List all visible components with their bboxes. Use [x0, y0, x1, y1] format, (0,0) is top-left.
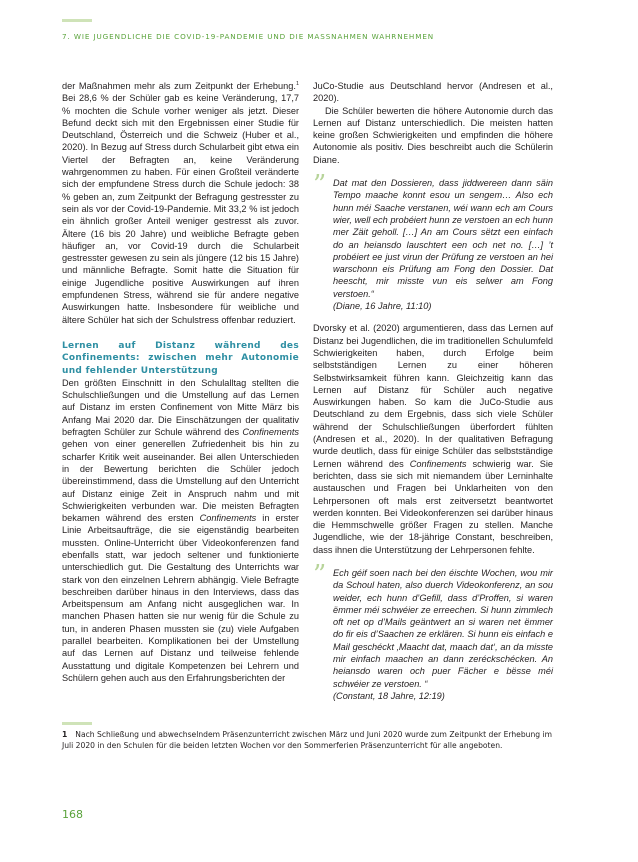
quote-text: Ech géif soen nach bei den éischte Wochen, wou mir da Schoul haten, also duerch Videokonferenz, an sou weider, ech hunn d’Gefill, dass d’Proffen, si waren ëmmer méi schwéier ze erreechen. Si hunn zimmlech oft net op d’Mails geäntwert an si waren net ëmmer do fir eis d’Saachen ze erklären. Si hunn eis einfach e Mail geschéckt ‚Maacht dat, maach dat‘, an da misste mir einfach maachen an dann zeréckschécken. An heiansdo waren och puer Fächer e bësse méi schwéier ze verstoen. “ [333, 567, 553, 689]
interview-quote [313, 559, 553, 702]
running-header: 7. WIE JUGENDLICHE DIE COVID-19-PANDEMIE UND DIE MASSNAHMEN WAHRNEHMEN [62, 32, 435, 41]
paragraph: der Maßnahmen mehr als zum Zeitpunkt der Erhebung.$^1$ Bei 28,6 % der Schüler gab es keine Veränderung, 17,7 % mochten die Schule vorher weniger als jetzt. Dieser Befund deckt sich mit den Ergebnissen einer Studie für Deutschland, Österreich und die Schweiz (Huber et al., 2020). In Bezug auf Stress durch Schularbeit gibt etwa ein Viertel der Befragten an, keine Veränderung wahrgenommen zu haben. Für einen Großteil veränderte sich der empfundene Stress durch die Schule jedoch: 38 % geben an, zum Zeitpunkt der Befragung gestresster zu sein als vor der Covid-19-Pandemie. Mit 33,2 % ist jedoch ein ähnlich großer Anteil weniger gestresst als zuvor. Ältere (16 bis 20 Jahre) und weibliche Befragte geben häufiger an, vor Covid-19 durch die Schularbeit gestresster gewesen zu sein als jüngere (12 bis 15 Jahre) und männliche Befragte. Somit hatte die Situation für einige Jugendliche positive Auswirkungen auf ihren empfundenen Stress, während sie für andere negative Auswirkungen hatte. Insbesondere für weibliche und ältere Schüler hat sich der Schulstress offenbar reduziert. [62, 80, 299, 325]
interview-quote [313, 170, 553, 312]
paragraph: Den größten Einschnitt in den Schulalltag stellten die Schulschließungen und die Umstellung auf das Lernen auf Distanz im ersten Confinement von Mitte März bis Anfang Mai 2020 dar. Die Einschätzungen der qualitativ befragten Schüler zur Schule während des Confinements gehen von einer generellen Zufriedenheit bis hin zu scharfer Kritik weit auseinander. Bei allen Unterschieden in der Bewertung berichten die Schüler jedoch übereinstimmend, dass die Umstellung auf den Unterricht auf Distanz einige Zeit in Anspruch nahm und mit Schwierigkeiten verbunden war. Die meisten Befragten bekamen während des ersten Confinements in erster Linie Arbeitsaufträge, die sie eigenständig bearbeiten mussten. Online-Unterricht über Videokonferenzen fand ebenfalls statt, war jedoch seltener und funktionierte unterschiedlich gut. Die Gestaltung des Unterrichts war stark von den einzelnen Lehrern abhängig. Viele Befragte beschreiben darüber hinaus in den Interviews, dass das Arbeitspensum am Anfang nicht ausgeglichen war. In manchen Phasen hatten sie nur wenig für die Schule zu tun, in anderen Phasen mussten sie (zu) viele Aufgaben parallel bearbeiten. Komplikationen bei der Umstellung auf das Lernen auf Distanz und teilweise fehlende Ausstattung und digitale Kompetenzen bei Lehrern und Schülern gehen auch aus den Erfahrungsberichten der [62, 377, 299, 683]
footnote [62, 730, 554, 751]
footnote-number: 1 [62, 730, 68, 739]
footnote-ref[interactable]: 1 [295, 80, 299, 87]
paragraph: Dvorsky et al. (2020) argumentieren, dass das Lernen auf Distanz bei Jugendlichen, die im traditionellen Schulumfeld Schwierigkeiten haben, durch Erfolge beim selbstständigen Lernen zu einer höheren Selbstwirksamkeit führen kann. Gleichzeitig kann das Lernen auf Distanz für Schüler auch negative Auswirkungen haben. So kam die JuCo-Studie aus Deutschland zu dem Ergebnis, dass sich viele Schüler während der Schulschließungen überfordert fühlten (Andresen et al., 2020). In der qualitativen Befragung wurde deutlich, dass für einige Schüler das selbstständige Lernen während des Confinements schwierig war. Sie berichten, dass sie sich mit niemandem über Lerninhalte austauschen und Fragen bei Unklarheiten von den Lehrpersonen oft mals erst zeitversetzt beantwortet werden konnten. Bei Videokonferenzen sei darüber hinaus die Hemmschwelle größer Fragen zu stellen. Manche Jugendliche, wie der 18-jährige Constant, beschreiben, dass ihnen die Unterstützung der Lehrpersonen fehlte. [313, 323, 553, 555]
right-column [313, 80, 553, 712]
header-accent-bar [62, 19, 92, 22]
left-column [62, 80, 299, 684]
page-number: 168 [62, 808, 83, 821]
section-heading: Lernen auf Distanz während des Confinements: zwischen mehr Autonomie und fehlender Unterstützung [62, 340, 299, 376]
quote-source: (Diane, 16 Jahre, 11:10) [333, 301, 432, 312]
paragraph: Die Schüler bewerten die höhere Autonomie durch das Lernen auf Distanz unterschiedlich. Die meisten hatten keine großen Schwierigkeiten und empfinden die höhere Autonomie als positiv. Dies beschreibt auch die Schülerin Diane. [313, 105, 553, 165]
quote-mark-icon: ” [313, 559, 327, 590]
quote-source: (Constant, 18 Jahre, 12:19) [333, 690, 445, 701]
footnote-text: Nach Schließung und abwechselndem Präsenzunterricht zwischen März und Juni 2020 wurde zum Zeitpunkt der Erhebung im Juli 2020 in den Schulen für die beiden letzten Wochen vor den Sommerferien Präsenzunterricht für alle angeboten. [62, 730, 553, 750]
quote-text: Dat mat den Dossieren, dass jiddwereen dann säin Tempo maache konnt esou un sengem… Also ech hunn méi Saache verstanen, wéi wann ech am Cours wier, well ech probéiert hunn ze verstoen an ech hunn mer Zäit geholl. […] An am Cours sëtzt een einfach do an heiansdo lauschtert een och net no. […] ’t probéiert ee just virun der Prüfung ze verstoen an hei warschonn eis Prüfung am Fong den Dossier. Dat heescht, mir misste vun eis selwer am Fong verstoen.“ [333, 178, 553, 299]
footnote-divider [62, 722, 92, 725]
quote-mark-icon: ” [313, 170, 327, 201]
paragraph: JuCo-Studie aus Deutschland hervor (Andresen et al., 2020). [313, 81, 553, 104]
